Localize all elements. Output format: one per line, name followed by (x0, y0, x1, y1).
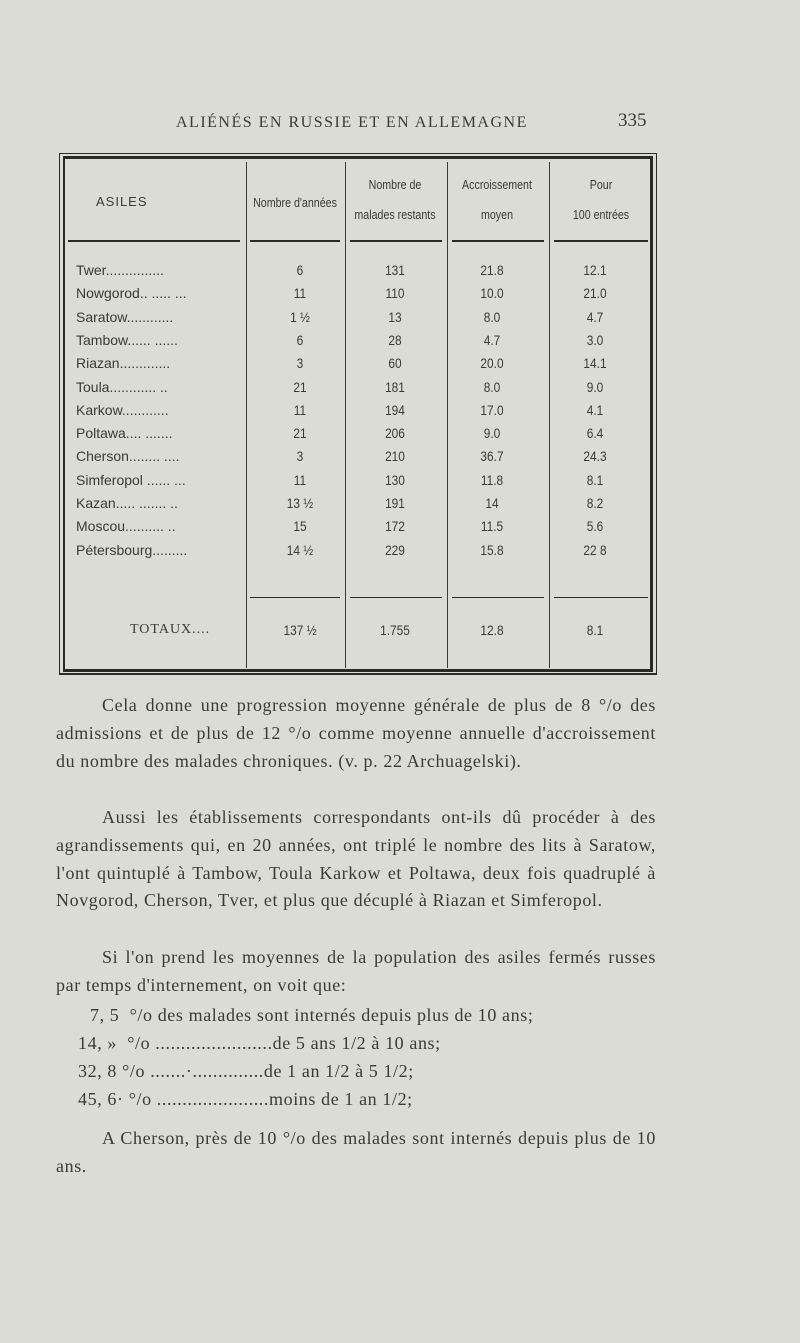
asile-name: Simferopol ...... ... (76, 471, 186, 488)
cell-malades: 60 (388, 355, 402, 372)
cell-annees: 11 (293, 285, 307, 302)
running-title: ALIÉNÉS EN RUSSIE ET EN ALLEMAGNE (176, 114, 528, 131)
asile-name: Tambow...... ...... (76, 331, 178, 348)
cell-accroissement: 8.0 (483, 308, 501, 325)
header-rule (554, 240, 648, 242)
cell-pour-100: 9.0 (586, 378, 604, 395)
cell-accroissement: 8.0 (483, 378, 501, 395)
col-header-accroissement-line1: Accroissement (462, 177, 532, 192)
cell-pour-100: 8.2 (586, 495, 604, 511)
header-rule (350, 240, 442, 242)
table-row (0, 472, 800, 495)
cell-malades: 131 (385, 262, 405, 278)
paragraph-3: Si l'on prend les moyennes de la population des asiles fermés russes par temps d'internement, on voit que: (56, 947, 656, 995)
table-row (0, 262, 800, 285)
totals-label: TOTAUX.... (130, 622, 211, 637)
cell-annees: 3 (296, 355, 304, 372)
asile-name: Twer............... (76, 262, 164, 278)
cell-annees: 15 (293, 518, 307, 535)
col-header-annees: Nombre d'années (253, 195, 337, 210)
cell-annees: 6 (296, 262, 304, 278)
asile-name: Toula............ .. (76, 378, 168, 395)
cell-annees: 11 (293, 401, 307, 418)
asile-name: Poltawa.... ....... (76, 425, 173, 442)
cell-pour-100: 3.0 (586, 331, 604, 348)
cell-pour-100: 21.0 (583, 285, 607, 302)
col-header-accroissement-line2: moyen (480, 207, 514, 222)
cell-malades: 13 (388, 308, 402, 325)
asile-name: Nowgorod.. ..... ... (76, 285, 187, 302)
cell-pour-100: 22 8 (583, 541, 607, 558)
cell-annees: 21 (293, 378, 307, 395)
cell-malades: 229 (385, 541, 405, 558)
table-row (0, 309, 800, 332)
cell-accroissement: 15.8 (480, 541, 504, 558)
cell-malades: 110 (385, 285, 405, 302)
table-row (0, 425, 800, 448)
table-row (0, 448, 800, 471)
cell-malades: 210 (385, 448, 405, 465)
cell-annees: 11 (293, 471, 307, 488)
cell-annees: 3 (296, 448, 304, 465)
asile-name: Kazan..... ....... .. (76, 495, 178, 511)
header-rule (452, 240, 544, 242)
cell-annees: 6 (296, 331, 304, 348)
col-header-malades-line1: Nombre de (368, 177, 422, 192)
totals-rule (554, 597, 648, 598)
asile-name: Saratow............ (76, 308, 174, 325)
cell-accroissement: 10.0 (480, 285, 504, 302)
table-row (0, 402, 800, 425)
paragraph-1: Cela donne une progression moyenne générale de plus de 8 °/o des admissions et de plus de 12 °/o comme moyenne annuelle d'accroissement du nombre des malades chroniques. (v. p. 22 Archuagelski). (56, 695, 656, 771)
col-header-malades-line2: malades restants (354, 207, 436, 222)
cell-malades: 194 (385, 401, 405, 418)
table-row (0, 332, 800, 355)
paragraph-4: A Cherson, près de 10 °/o des malades sont internés depuis plus de 10 ans. (56, 1128, 656, 1176)
cell-annees: 21 (293, 425, 307, 442)
table-row (0, 518, 800, 541)
cell-malades: 191 (385, 495, 405, 511)
totals-rule (452, 597, 544, 598)
cell-pour-100: 8.1 (586, 471, 604, 488)
asile-name: Pétersbourg......... (76, 541, 188, 558)
table-row (0, 379, 800, 402)
cell-pour-100: 5.6 (586, 518, 604, 535)
cell-pour-100: 24.3 (583, 448, 607, 465)
totals-rule (350, 597, 442, 598)
totals-rule (250, 597, 340, 598)
cell-malades: 206 (385, 425, 405, 442)
totals-row (0, 622, 800, 645)
table-row (0, 495, 800, 518)
cell-pour-100: 14.1 (583, 355, 607, 372)
cell-malades: 181 (385, 378, 405, 395)
cell-accroissement: 36.7 (480, 448, 504, 465)
cell-malades: 172 (385, 518, 405, 535)
cell-accroissement: 11.5 (480, 518, 504, 535)
cell-pour-100: 6.4 (586, 425, 604, 442)
cell-accroissement: 14 (485, 495, 499, 511)
cell-pour-100: 12.1 (583, 262, 607, 278)
asile-name: Moscou.......... .. (76, 518, 176, 535)
stat-line: 32, 8 °/o .......·..............de 1 an 1/2 à 5 1/2; (78, 1061, 414, 1081)
cell-accroissement: 17.0 (480, 401, 504, 418)
table-row (0, 355, 800, 378)
cell-annees: 14 ½ (286, 541, 314, 558)
cell-accroissement: 11.8 (480, 471, 504, 488)
col-header-pour-line2: 100 entrées (572, 207, 630, 222)
totals-accroissement: 12.8 (480, 622, 504, 638)
cell-accroissement: 21.8 (480, 262, 504, 278)
paragraph-2: Aussi les établissements correspondants ont-ils dû procéder à des agrandissements qui, en 20 années, ont triplé le nombre des lits à Saratow, l'ont quintuplé à Tambow, Toula Karkow et Poltawa, deux fois quadruplé à Novgorod, Cherson, Tver, et plus que décuplé à Riazan et Simferopol. (56, 807, 656, 911)
table-row (0, 285, 800, 308)
asile-name: Cherson........ .... (76, 448, 180, 465)
asile-name: Karkow............ (76, 401, 169, 418)
stat-line: 14, » °/o .......................de 5 ans 1/2 à 10 ans; (78, 1033, 441, 1053)
cell-accroissement: 4.7 (483, 331, 501, 348)
cell-accroissement: 20.0 (480, 355, 504, 372)
cell-malades: 28 (388, 331, 402, 348)
cell-pour-100: 4.1 (586, 401, 604, 418)
totals-pour-100: 8.1 (586, 622, 604, 638)
asile-name: Riazan............. (76, 355, 171, 372)
col-header-asiles: ASILES (96, 194, 148, 209)
totals-malades: 1.755 (380, 622, 410, 638)
cell-annees: 13 ½ (286, 495, 314, 511)
header-rule (250, 240, 340, 242)
table-row (0, 542, 800, 565)
cell-malades: 130 (385, 471, 405, 488)
stat-line: 45, 6· °/o ......................moins de 1 an 1/2; (78, 1089, 413, 1109)
stat-line: 7, 5 °/o des malades sont internés depuis plus de 10 ans; (90, 1005, 534, 1025)
totals-annees: 137 ½ (283, 622, 317, 638)
header-rule (68, 240, 240, 242)
col-header-pour-line1: Pour (589, 177, 613, 192)
page-number: 335 (618, 110, 647, 131)
cell-annees: 1 ½ (290, 308, 310, 325)
cell-accroissement: 9.0 (483, 425, 501, 442)
cell-pour-100: 4.7 (586, 308, 604, 325)
